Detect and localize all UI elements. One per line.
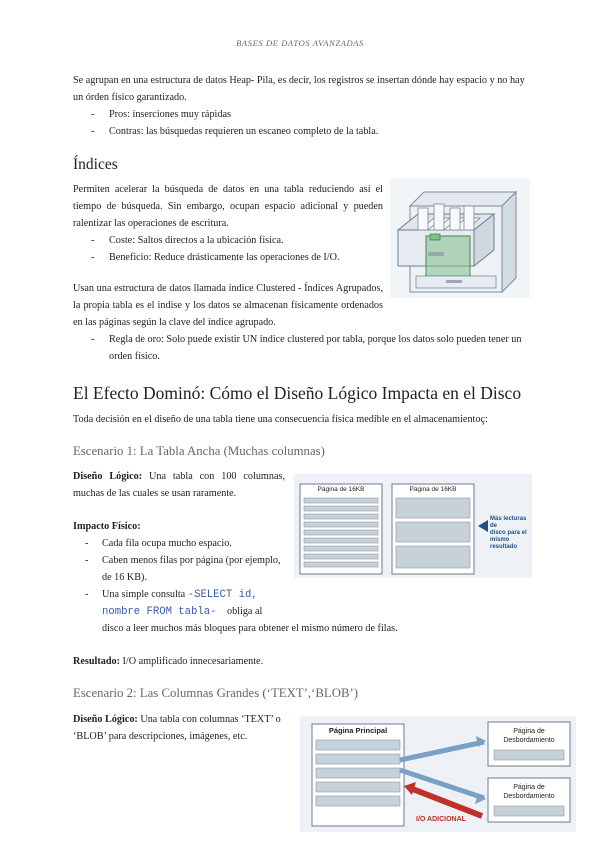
indices-intro: Permiten acelerar la búsqueda de datos en una tabla reduciendo así el tiempo de búsqueda. Sin embargo, ocupan espacio adicional y pueden ralentizar las operaciones de escritura.: [73, 184, 383, 229]
overflow-page-2-label-line2: Desbordamiento: [503, 793, 555, 800]
scenario-1-code-from: nombre FROM tabla-: [102, 606, 217, 618]
overflow-page-2-label: [488, 783, 570, 801]
heap-bullet-pros: - Pros: inserciones muy rápidas: [91, 109, 231, 120]
pages-figure: [294, 474, 532, 578]
scenario-1-bullet-3-post1: obliga al: [226, 606, 263, 617]
heap-intro: Se agrupan en una estructura de datos Heap- Pila, es decir, los registros se insertan dónde hay espacio y no hay un órden físico garantizado.: [73, 75, 525, 103]
scenario-1-design-label: Diseño Lógico:: [73, 471, 143, 482]
scenario-1-heading: Escenario 1: La Tabla Ancha (Muchas columnas): [73, 444, 325, 458]
scenario-1-bullet-3-line3: disco a leer muchos más bloques para obtener el mismo número de filas.: [102, 623, 398, 634]
scenario-1-result-text: I/O amplificado innecesariamente.: [119, 656, 264, 667]
scenario-1-result-label: Resultado:: [73, 656, 120, 667]
filing-cabinet-illustration: [390, 178, 530, 298]
main-page-label: Página Principal: [328, 726, 388, 735]
scenario-1-impact-label-text: Impacto Físico:: [73, 521, 141, 532]
scenario-1-bullet-1: - Cada fila ocupa mucho espacio.: [85, 538, 232, 549]
indices-clustered-text: Usan una estructura de datos llamada índice Clustered - Índices Agrupados, la propia tabla es el indise y los datos se almacenan físicamente ordenados en las páginas según la clave del índice agrupado.: [73, 283, 383, 328]
pages-note-line-2: disco para el: [490, 530, 527, 536]
indices-heading: Índices: [73, 156, 118, 173]
scenario-1-design-text: Una tabla con 100 columnas, muchas de las cuales se usan raramente.: [73, 471, 285, 499]
indices-bullet-benefit-text: Beneficio: Reduce drásticamente las operaciones de I/O.: [109, 252, 340, 263]
overflow-page-2-label-line1: Página de: [513, 784, 545, 791]
scenario-1-design: [73, 468, 285, 502]
pages-note-line-3: mismo resultado: [490, 537, 518, 550]
overflow-page-1-label-line1: Página de: [513, 728, 545, 735]
pages-figure-note: [490, 516, 534, 551]
scenario-1-impact-label: [73, 518, 141, 535]
overflow-figure: [300, 716, 576, 832]
scenario-1-bullet-2-text: Caben menos filas por página (por ejemplo, de 16 KB).: [102, 555, 281, 583]
page-label-1: Página de 16KB: [317, 486, 365, 493]
indices-bullet-cost: - Coste: Saltos directos a la ubicación física.: [91, 235, 284, 246]
overflow-page-1-label: [488, 727, 570, 745]
indices-bullet-cost-text: Coste: Saltos directos a la ubicación física.: [109, 235, 284, 246]
scenario-1-bullet-3-pre: Una simple consulta: [102, 589, 186, 600]
indices-golden-rule: - Regla de oro: Solo puede existir UN índice clustered por tabla, porque los datos solo pueden tener un orden físico.: [91, 331, 531, 365]
domino-intro: Toda decisión en el diseño de una tabla tiene una consecuencia física medible en el almacenamientoç:: [73, 414, 488, 425]
indices-golden-rule-text: Regla de oro: Solo puede existir UN índice clustered por tabla, porque los datos solo pueden tener un orden físico.: [109, 334, 522, 362]
heap-bullet-pros-text: Pros: inserciones muy rápidas: [109, 109, 231, 120]
overflow-page-1-label-line2: Desbordamiento: [503, 737, 555, 744]
running-header: BASES DE DATOS AVANZADAS: [236, 38, 364, 48]
scenario-1-bullet-2: - Caben menos filas por página (por ejemplo, de 16 KB).: [85, 552, 285, 586]
domino-heading: El Efecto Dominó: Cómo el Diseño Lógico Impacta en el Disco: [73, 383, 522, 403]
heap-bullet-cons-text: Contras: las búsquedas requieren un escaneo completo de la tabla.: [109, 126, 379, 137]
io-additional-label: I/O ADICIONAL: [416, 816, 466, 823]
scenario-1-bullet-3-line2: [102, 603, 292, 621]
scenario-2-design-text: Una tabla con columnas ‘TEXT’ o ‘BLOB’ para descripciones, imágenes, etc.: [73, 714, 281, 742]
scenario-2-design-label: Diseño Lógico:: [73, 714, 138, 725]
scenario-1-result: [73, 653, 263, 670]
indices-bullet-benefit: - Beneficio: Reduce drásticamente las operaciones de I/O.: [91, 252, 340, 263]
scenario-2-heading: Escenario 2: Las Columnas Grandes (‘TEXT’,‘BLOB’): [73, 686, 359, 700]
page-label-2: Página de 16KB: [409, 486, 457, 493]
scenario-1-code-select: -SELECT id,: [187, 589, 258, 601]
heap-bullet-cons: - Contras: las búsquedas requieren un escaneo completo de la tabla.: [91, 126, 379, 137]
scenario-1-bullet-1-text: Cada fila ocupa mucho espacio.: [102, 538, 232, 549]
scenario-1-bullet-3: - Una simple consulta -SELECT id,: [85, 589, 258, 601]
pages-note-line-1: Más lecturas de: [490, 516, 527, 529]
scenario-2-design: [73, 711, 298, 745]
